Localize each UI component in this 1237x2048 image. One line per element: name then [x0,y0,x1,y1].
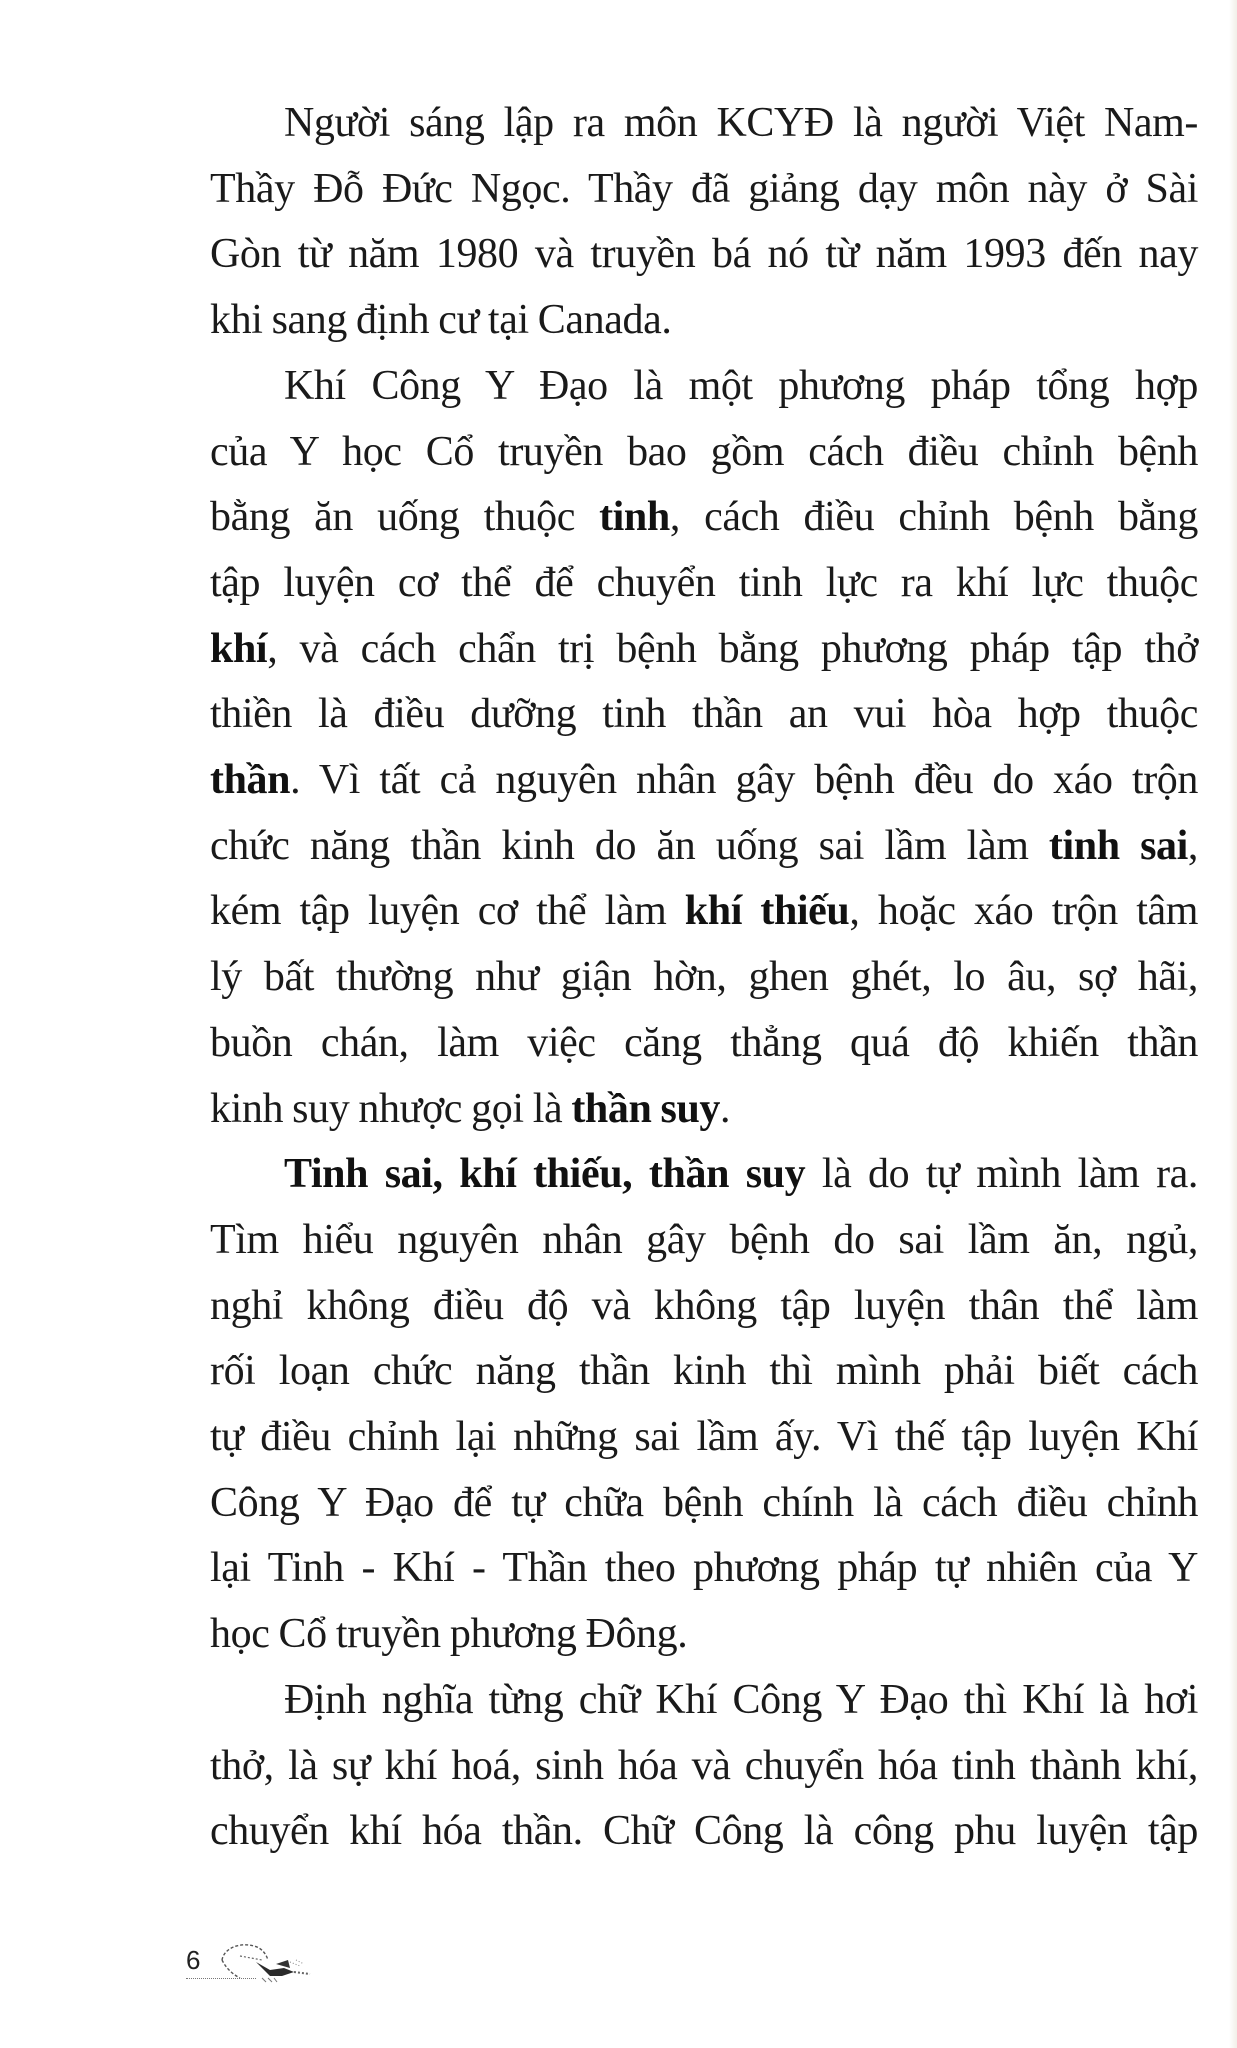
text-line [210,1216,1198,1264]
text-line [210,690,1198,738]
text-line [284,1676,1198,1724]
page-footer [186,1938,326,1986]
text-run: Tìm hiểu nguyên nhân gây bệnh do sai lầm ăn, ngủ, [210,1216,1198,1263]
text-run: thở, là sự khí hoá, sinh hóa và chuyển hóa tinh thành khí, [210,1742,1198,1789]
text-run: của Y học Cổ truyền bao gồm cách điều chỉnh bệnh [210,428,1198,475]
text-run: Công Y Đạo để tự chữa bệnh chính là cách điều chỉnh [210,1479,1198,1526]
text-line [210,953,1198,1001]
text-line [210,493,1198,541]
text-run: buồn chán, làm việc căng thẳng quá độ khiến thần [210,1019,1198,1066]
text-run: rối loạn chức năng thần kinh thì mình phải biết cách [210,1348,1198,1395]
text-run: . [720,1085,731,1132]
page-number: 6 [186,1945,201,1975]
text-run: nghỉ không điều độ và không tập luyện thân thể làm [210,1282,1198,1329]
text-run: Khí Công Y Đạo là một phương pháp tổng hợp [284,362,1198,409]
text-line [210,887,1198,935]
text-line [210,296,1198,344]
text-line [210,230,1198,278]
text-run: , [1187,822,1199,869]
text-run: Thầy Đỗ Đức Ngọc. Thầy đã giảng dạy môn này ở Sài [210,165,1198,212]
text-line [210,1019,1198,1067]
text-line [284,362,1198,410]
text-run: là do tự mình làm ra. [805,1151,1198,1198]
text-line [210,1807,1198,1855]
text-run: Gòn từ năm 1980 và truyền bá nó từ năm 1993 đến nay [210,231,1198,278]
text-run: tự điều chỉnh lại những sai lầm ấy. Vì thế tập luyện Khí [210,1414,1198,1460]
text-line [210,1610,1198,1658]
text-line [210,625,1198,673]
text-line [210,1347,1198,1395]
text-line [210,1742,1198,1790]
text-line [210,1413,1198,1461]
text-line [284,1150,1198,1198]
text-run: tập luyện cơ thể để chuyển tinh lực ra khí lực thuộc [210,559,1198,606]
text-line [210,1479,1198,1527]
text-line [210,428,1198,476]
bold-term: thần suy [571,1085,721,1132]
text-line [284,99,1198,147]
bold-term: tinh sai [1048,822,1188,869]
text-run: , hoặc xáo trộn tâm [849,888,1198,935]
bold-term: Tinh sai, khí thiếu, thần suy [284,1151,806,1198]
bold-term: thần [210,757,291,803]
text-run: chức năng thần kinh do ăn uống sai lầm làm [210,822,1049,869]
text-run: lý bất thường như giận hờn, ghen ghét, lo âu, sợ hãi, [210,954,1198,1001]
text-line [210,1282,1198,1330]
bird-ink-sketch-icon [210,1938,320,1984]
text-run: khi sang định cư tại Canada. [210,297,672,344]
text-run: học Cổ truyền phương Đông. [210,1611,688,1658]
text-run: , và cách chẩn trị bệnh bằng phương pháp tập thở [267,625,1198,672]
text-run: . Vì tất cả nguyên nhân gây bệnh đều do xáo trộn [290,757,1198,803]
text-run: kém tập luyện cơ thể làm [210,888,685,935]
text-run: , cách điều chỉnh bệnh bằng [669,494,1198,541]
text-run: chuyển khí hóa thần. Chữ Công là công phu luyện tập [210,1808,1198,1855]
text-run: Định nghĩa từng chữ Khí Công Y Đạo thì Khí là hơi [284,1676,1198,1723]
text-run: thiền là điều dưỡng tinh thần an vui hòa hợp thuộc [210,691,1198,738]
text-run: kinh suy nhược gọi là [210,1085,572,1132]
text-line [210,165,1198,213]
text-line [210,756,1198,804]
bold-term: tinh [599,494,670,541]
text-line [210,822,1198,870]
bold-term: khí thiếu [684,888,850,935]
text-line [210,1085,1198,1133]
text-line [210,1544,1198,1592]
text-line [210,559,1198,607]
text-run: lại Tinh - Khí - Thần theo phương pháp tự nhiên của Y [210,1545,1198,1592]
text-run: bằng ăn uống thuộc [210,494,600,541]
bold-term: khí [210,625,268,672]
text-run: Người sáng lập ra môn KCYĐ là người Việt Nam- [284,100,1198,146]
